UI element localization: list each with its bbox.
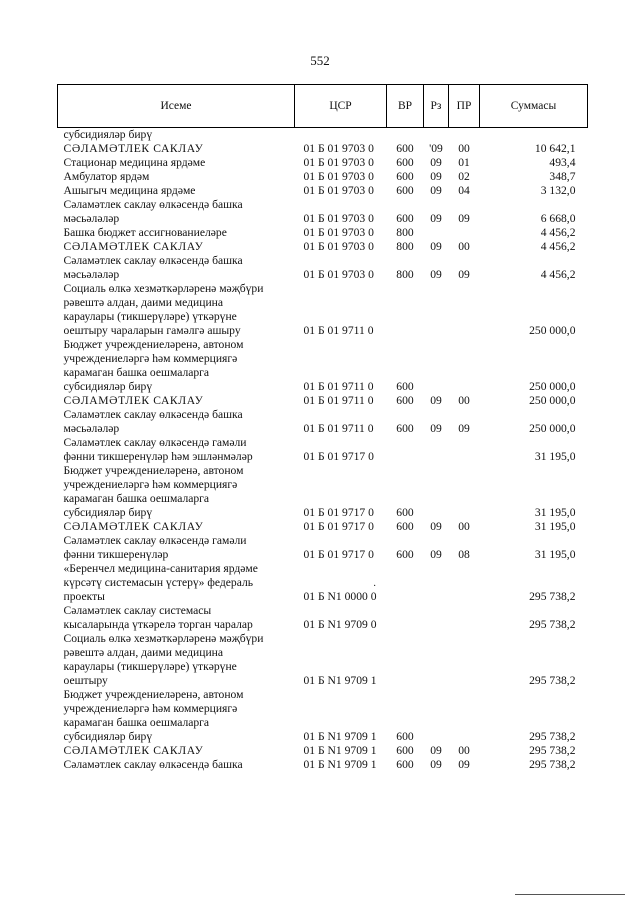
table-row <box>58 604 588 632</box>
row-name-line: фәнни тикшеренүләр һәм эшләнмәләр <box>63 450 253 463</box>
row-rz <box>424 604 449 632</box>
row-sum: 348,7 <box>549 170 576 183</box>
row-sum: 295 738,2 <box>529 674 576 687</box>
row-rz <box>424 632 449 688</box>
row-pr <box>449 338 480 394</box>
row-vr: 800 <box>396 240 414 253</box>
row-sum: 4 456,2 <box>540 226 576 239</box>
row-csr: 01 Б 01 9703 0 <box>303 156 374 169</box>
row-name-line: мәсьәләләр <box>63 212 120 225</box>
row-vr <box>387 282 424 338</box>
table-row <box>58 254 588 282</box>
row-pr <box>449 282 480 338</box>
table-row <box>58 408 588 436</box>
row-vr: 600 <box>396 380 414 393</box>
row-name-line: Ашыгыч медицина ярдәме <box>63 184 196 197</box>
row-pr: 09 <box>458 758 470 771</box>
row-pr: 00 <box>458 142 470 155</box>
row-vr: 600 <box>396 156 414 169</box>
row-name-line: субсидияләр бирү <box>63 730 153 743</box>
row-pr: 02 <box>458 170 470 183</box>
table-body <box>58 128 588 773</box>
row-name-line: оештыру <box>63 674 108 687</box>
row-rz <box>424 464 449 520</box>
row-name <box>58 562 295 604</box>
column-header-rz: Рз <box>424 85 449 128</box>
row-sum: 31 195,0 <box>534 506 576 519</box>
row-sum: 493,4 <box>549 156 576 169</box>
row-pr: 09 <box>458 268 470 281</box>
row-csr: 01 Б 01 9703 0 <box>303 226 374 239</box>
row-pr: 09 <box>458 212 470 225</box>
row-sum <box>480 128 588 143</box>
row-name <box>58 758 295 772</box>
table-row <box>58 156 588 170</box>
row-vr <box>387 436 424 464</box>
table-row <box>58 338 588 394</box>
table-row <box>58 464 588 520</box>
table-row <box>58 632 588 688</box>
row-name-line: субсидияләр бирү <box>63 380 153 393</box>
row-name <box>58 436 295 464</box>
row-name-line: фәнни тикшеренүләр <box>63 548 169 561</box>
row-name <box>58 170 295 184</box>
row-name-line: Сәламәтлек саклау өлкәсендә башка <box>63 408 243 421</box>
row-name-line: Социаль өлкә хезмәткәрләренә мәҗбүри <box>63 282 264 295</box>
row-sum: 10 642,1 <box>534 142 576 155</box>
page-number: 552 <box>310 53 330 68</box>
row-sum: 250 000,0 <box>529 394 576 407</box>
table-row <box>58 562 588 604</box>
budget-table <box>57 84 588 772</box>
table-header-row <box>58 85 588 128</box>
row-name-line: учреждениеләргә һәм коммерциягә <box>63 352 238 365</box>
row-csr: 01 Б 01 9711 0 <box>303 394 374 407</box>
row-name-line: Амбулатор ярдәм <box>63 170 150 183</box>
row-sum: 295 738,2 <box>529 744 576 757</box>
row-name-line: карамаган башка оешмаларга <box>63 492 210 505</box>
row-rz: 09 <box>430 170 442 183</box>
row-sum: 295 738,2 <box>529 758 576 771</box>
table-row <box>58 282 588 338</box>
row-rz: 09 <box>430 268 442 281</box>
row-name-line: Социаль өлкә хезмәткәрләренә мәҗбүри <box>63 632 264 645</box>
row-vr: 600 <box>396 548 414 561</box>
table-row <box>58 198 588 226</box>
row-name <box>58 184 295 198</box>
row-pr <box>449 632 480 688</box>
row-csr: 01 Б 01 9703 0 <box>303 212 374 225</box>
row-name-line: караулары (тикшерүләре) үткәрүне <box>63 660 237 673</box>
row-csr: 01 Б N1 9709 1 <box>303 744 377 757</box>
row-name <box>58 604 295 632</box>
row-vr: 600 <box>396 730 414 743</box>
table-row <box>58 534 588 562</box>
row-rz: 09 <box>430 422 442 435</box>
row-rz: 09 <box>430 212 442 225</box>
table-row <box>58 240 588 254</box>
row-pr: 00 <box>458 240 470 253</box>
row-name-line: мәсьәләләр <box>63 268 120 281</box>
column-header-name: Исеме <box>58 85 295 128</box>
row-csr: 01 Б N1 0000 0 <box>303 590 377 603</box>
row-vr: 600 <box>396 506 414 519</box>
row-name-line: карамаган башка оешмаларга <box>63 716 210 729</box>
row-rz: 09 <box>430 240 442 253</box>
row-name <box>58 128 295 143</box>
row-pr: 00 <box>458 744 470 757</box>
row-sum: 295 738,2 <box>529 590 576 603</box>
row-name-line: СӘЛАМӘТЛЕК САКЛАУ <box>63 394 204 407</box>
column-header-vr: ВР <box>387 85 424 128</box>
row-name-line: мәсьәләләр <box>63 422 120 435</box>
row-csr: 01 Б 01 9703 0 <box>303 240 374 253</box>
row-pr: 00 <box>458 394 470 407</box>
row-name <box>58 688 295 744</box>
table-row <box>58 128 588 143</box>
row-rz <box>424 282 449 338</box>
table-row <box>58 394 588 408</box>
row-vr: 600 <box>396 212 414 225</box>
row-pr <box>449 688 480 744</box>
row-name <box>58 282 295 338</box>
row-name <box>58 744 295 758</box>
table-row <box>58 170 588 184</box>
row-vr <box>387 604 424 632</box>
row-name-line: Стационар медицина ярдәме <box>63 156 206 169</box>
row-csr: 01 Б 01 9717 0 <box>303 548 374 561</box>
table-row <box>58 688 588 744</box>
row-sum: 31 195,0 <box>534 548 576 561</box>
table-row <box>58 758 588 772</box>
row-sum: 6 668,0 <box>540 212 576 225</box>
row-pr <box>449 604 480 632</box>
row-vr: 600 <box>396 520 414 533</box>
row-pr <box>449 226 480 240</box>
row-name-line: проекты <box>63 590 105 603</box>
row-name <box>58 338 295 394</box>
row-name-line: «Беренчел медицина-санитария ярдәме <box>63 562 258 575</box>
row-name-line: учреждениеләргә һәм коммерциягә <box>63 478 238 491</box>
row-name-line: субсидияләр бирү <box>63 506 153 519</box>
row-rz: 09 <box>430 394 442 407</box>
row-csr: 01 Б 01 9717 0 <box>303 506 374 519</box>
row-rz: 09 <box>430 744 442 757</box>
row-name-line: субсидияләр бирү <box>63 128 153 141</box>
table-row <box>58 226 588 240</box>
row-vr: 800 <box>396 226 414 239</box>
table-row <box>58 142 588 156</box>
row-sum: 31 195,0 <box>534 520 576 533</box>
row-name-line: Бюджет учреждениеләренә, автоном <box>63 688 244 701</box>
row-name-line: СӘЛАМӘТЛЕК САКЛАУ <box>63 142 204 155</box>
row-csr: 01 Б 01 9703 0 <box>303 268 374 281</box>
row-csr: 01 Б N1 9709 1 <box>303 674 377 687</box>
row-rz <box>424 226 449 240</box>
row-name <box>58 520 295 534</box>
row-rz: 09 <box>430 520 442 533</box>
row-name-line: СӘЛАМӘТЛЕК САКЛАУ <box>63 240 204 253</box>
row-rz <box>424 128 449 143</box>
row-csr: 01 Б 01 9711 0 <box>303 422 374 435</box>
row-name-line: Башка бюджет ассигнованиеләре <box>63 226 227 239</box>
row-name-line: Сәламәтлек саклау өлкәсендә башка <box>63 758 243 771</box>
row-pr: 09 <box>458 422 470 435</box>
row-csr <box>295 128 387 143</box>
table-row <box>58 436 588 464</box>
row-name-line: оештыру чараларын гамәлгә ашыру <box>63 324 241 337</box>
table-row <box>58 184 588 198</box>
table-row <box>58 520 588 534</box>
row-vr <box>387 632 424 688</box>
row-pr <box>449 436 480 464</box>
row-name-line: рәвештә алдан, даими медицина <box>63 646 223 659</box>
row-name <box>58 198 295 226</box>
row-rz <box>424 562 449 604</box>
row-name-line: учреждениеләргә һәм коммерциягә <box>63 702 238 715</box>
row-csr: 01 Б 01 9717 0 <box>303 520 374 533</box>
row-name-line: Сәламәтлек саклау өлкәсендә гамәли <box>63 534 247 547</box>
row-name-line: Сәламәтлек саклау өлкәсендә башка <box>63 198 243 211</box>
row-name-line: кысаларында үткәрелә торган чаралар <box>63 618 253 631</box>
table-row <box>58 744 588 758</box>
row-name <box>58 240 295 254</box>
row-name <box>58 632 295 688</box>
row-name <box>58 464 295 520</box>
row-sum: 295 738,2 <box>529 618 576 631</box>
row-rz: 09 <box>430 184 442 197</box>
row-csr: 01 Б 01 9703 0 <box>303 142 374 155</box>
row-sum: 4 456,2 <box>540 240 576 253</box>
row-name-line: күрсәтү системасын үстерү» федераль <box>63 576 254 589</box>
row-name-line: карамаган башка оешмаларга <box>63 366 210 379</box>
row-name <box>58 226 295 240</box>
row-csr: 01 Б 01 9703 0 <box>303 170 374 183</box>
row-rz <box>424 688 449 744</box>
footer-line <box>515 894 625 895</box>
row-name-line: рәвештә алдан, даими медицина <box>63 296 223 309</box>
row-csr: 01 Б 01 9711 0 <box>303 324 374 337</box>
row-sum: 31 195,0 <box>534 450 576 463</box>
row-sum: 250 000,0 <box>529 380 576 393</box>
column-header-sum: Суммасы <box>480 85 588 128</box>
row-csr: 01 Б 01 9711 0 <box>303 380 374 393</box>
row-pr: 01 <box>458 156 470 169</box>
row-name-line: караулары (тикшерүләре) үткәрүне <box>63 310 237 323</box>
row-name <box>58 408 295 436</box>
row-vr: 800 <box>396 268 414 281</box>
column-header-pr: ПР <box>449 85 480 128</box>
row-name <box>58 254 295 282</box>
row-rz <box>424 436 449 464</box>
row-vr: 600 <box>396 758 414 771</box>
row-csr: 01 Б N1 9709 1 <box>303 730 377 743</box>
row-rz: 09 <box>430 758 442 771</box>
row-vr: 600 <box>396 184 414 197</box>
row-sum: 250 000,0 <box>529 422 576 435</box>
row-name-line: СӘЛАМӘТЛЕК САКЛАУ <box>63 520 204 533</box>
row-vr: 600 <box>396 422 414 435</box>
row-csr: 01 Б 01 9703 0 <box>303 184 374 197</box>
row-pr: 08 <box>458 548 470 561</box>
row-name-line: Сәламәтлек саклау өлкәсендә башка <box>63 254 243 267</box>
row-vr <box>387 562 424 604</box>
row-vr <box>387 128 424 143</box>
row-sum: 4 456,2 <box>540 268 576 281</box>
row-name <box>58 142 295 156</box>
row-csr: 01 Б N1 9709 0 <box>303 618 377 631</box>
row-sum: 3 132,0 <box>540 184 576 197</box>
row-csr: 01 Б N1 9709 1 <box>303 758 377 771</box>
row-rz: 09 <box>430 156 442 169</box>
row-vr: 600 <box>396 142 414 155</box>
column-header-csr: ЦСР <box>295 85 387 128</box>
row-sum: 295 738,2 <box>529 730 576 743</box>
row-name-line: Бюджет учреждениеләренә, автоном <box>63 464 244 477</box>
row-pr <box>449 562 480 604</box>
row-name <box>58 534 295 562</box>
row-name-line: Сәламәтлек саклау системасы <box>63 604 212 617</box>
row-csr: 01 Б 01 9717 0 <box>303 450 374 463</box>
row-vr: 600 <box>396 170 414 183</box>
row-pr: 04 <box>458 184 470 197</box>
row-rz: '09 <box>429 142 443 155</box>
row-vr: 600 <box>396 394 414 407</box>
row-pr <box>449 464 480 520</box>
row-sum: 250 000,0 <box>529 324 576 337</box>
row-name-line: Бюджет учреждениеләренә, автоном <box>63 338 244 351</box>
row-rz: 09 <box>430 548 442 561</box>
row-pr <box>449 128 480 143</box>
row-vr: 600 <box>396 744 414 757</box>
row-rz <box>424 338 449 394</box>
row-name-line: Сәламәтлек саклау өлкәсендә гамәли <box>63 436 247 449</box>
row-name <box>58 156 295 170</box>
row-name <box>58 394 295 408</box>
row-name-line: СӘЛАМӘТЛЕК САКЛАУ <box>63 744 204 757</box>
row-pr: 00 <box>458 520 470 533</box>
scan-speck: · <box>373 581 377 592</box>
